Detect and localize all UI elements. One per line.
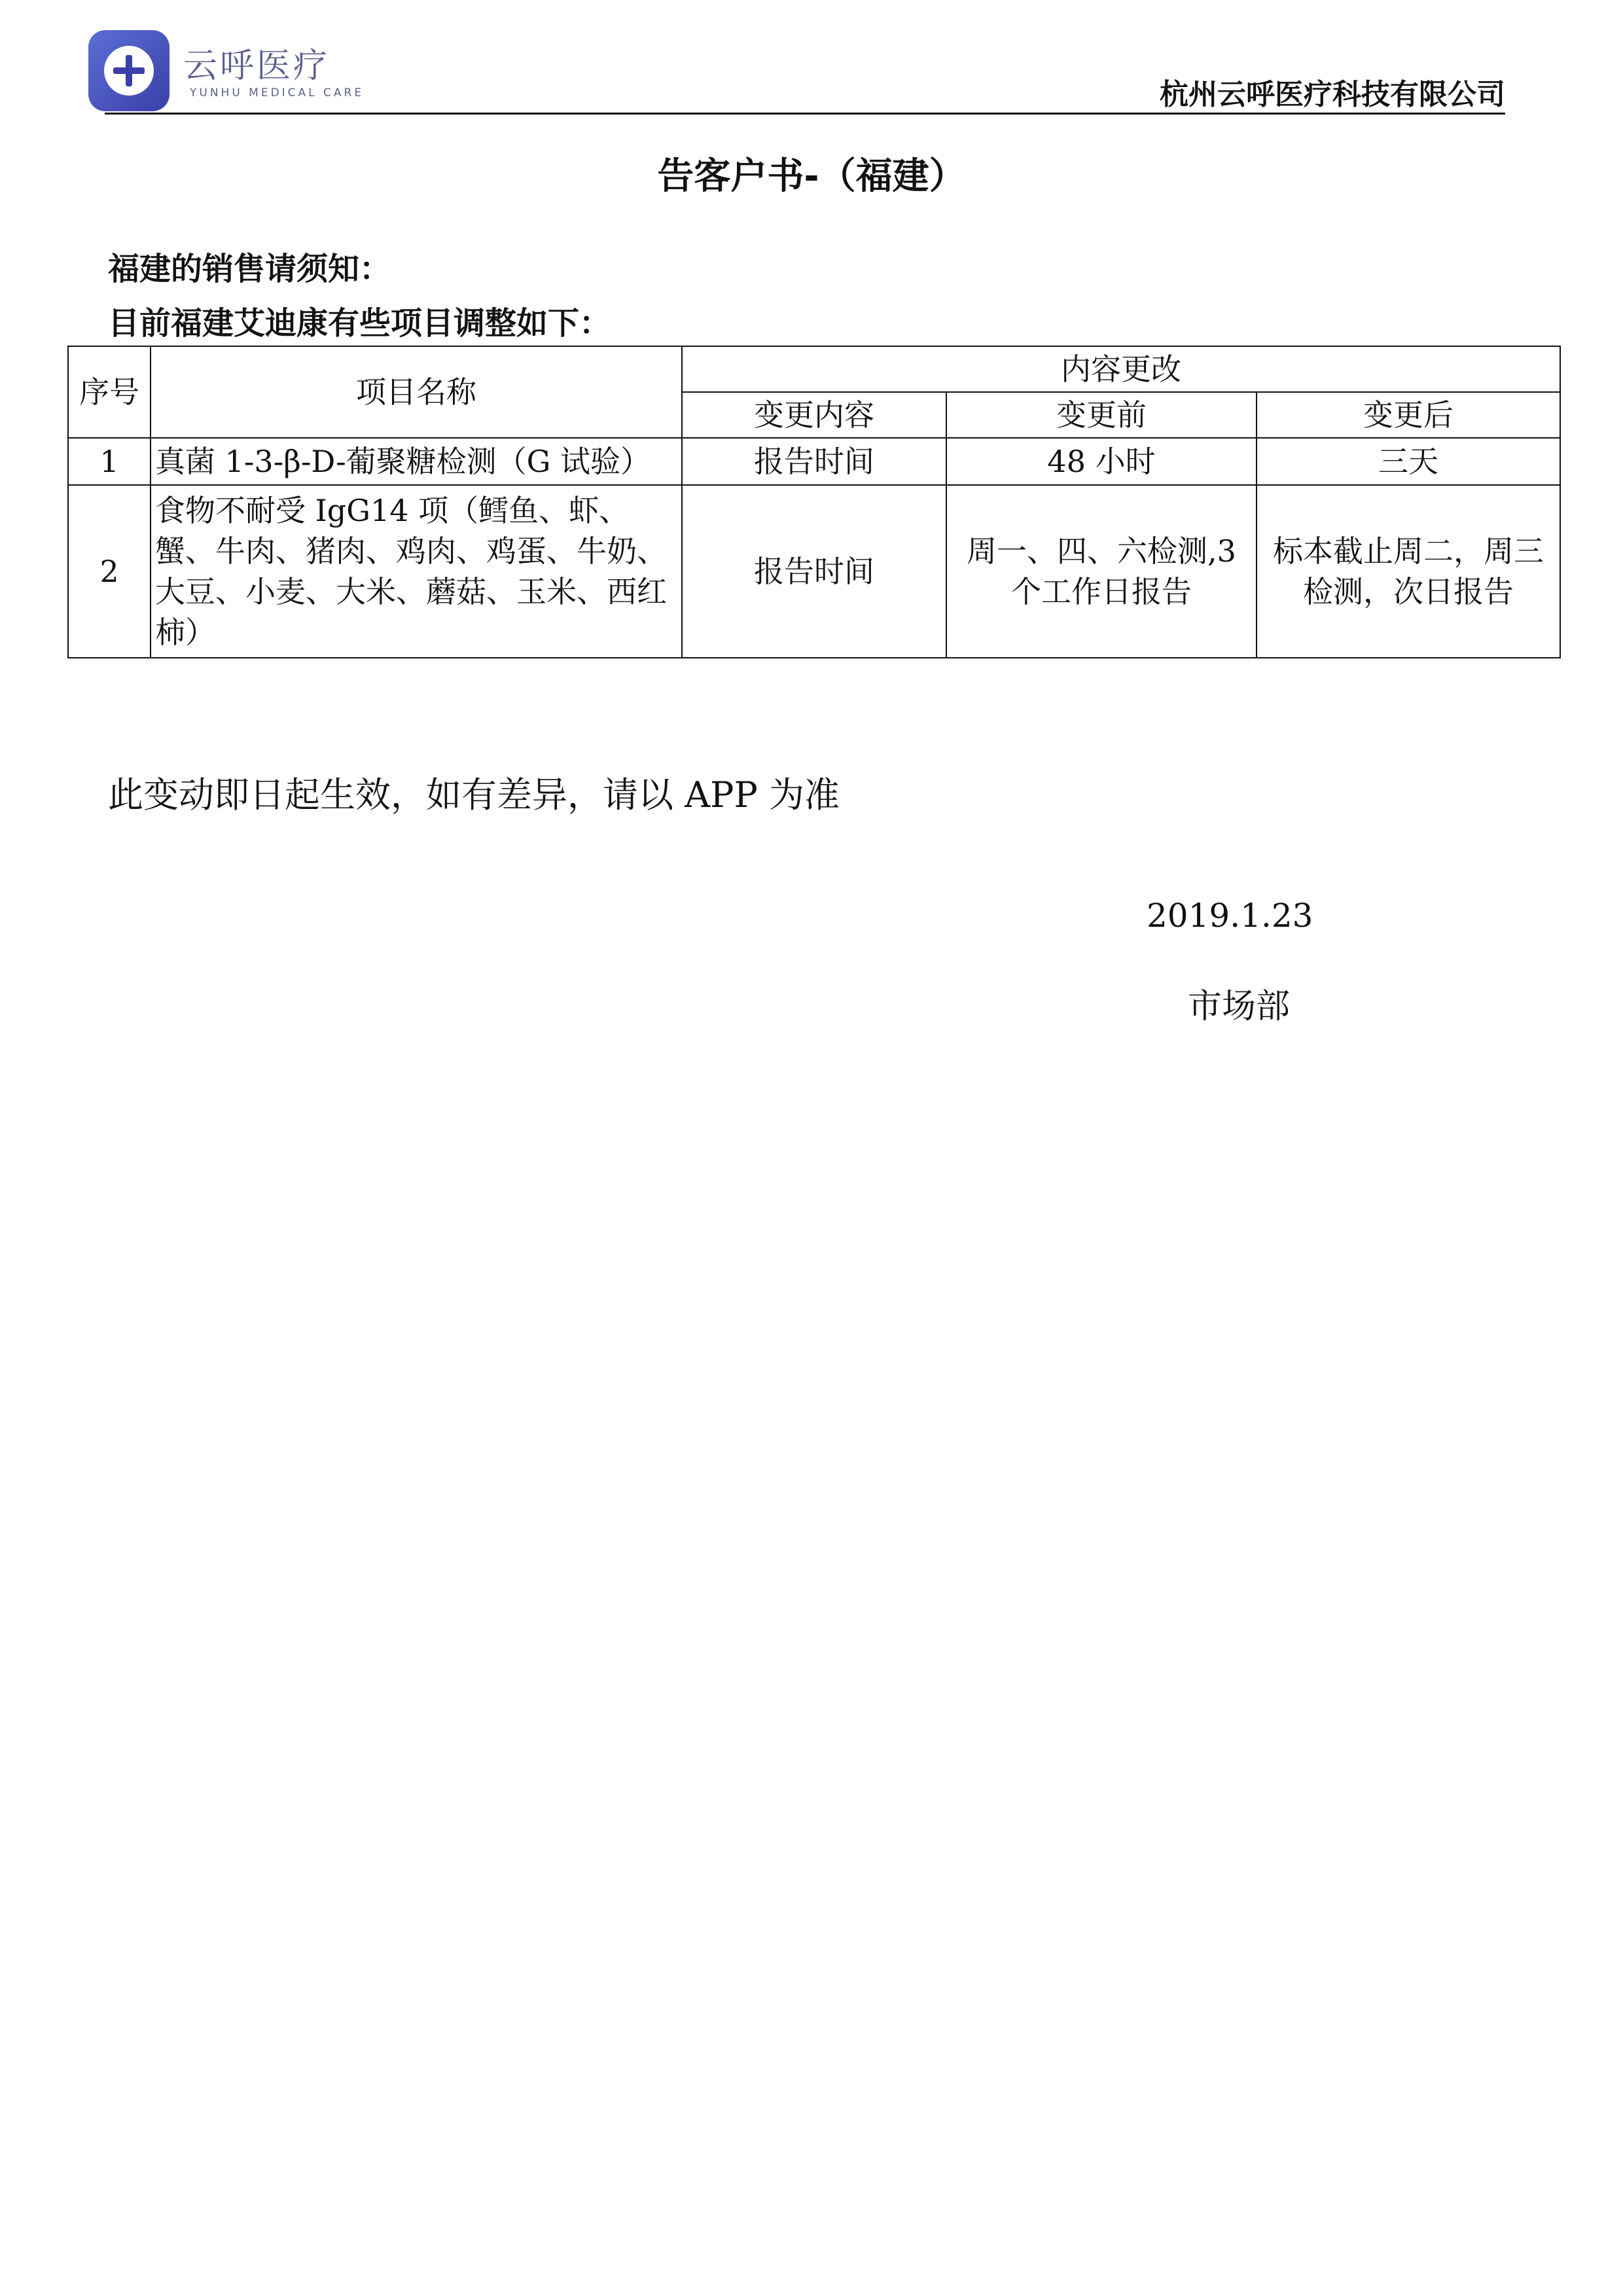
header-before: 变更前 xyxy=(946,392,1257,438)
row-before: 48 小时 xyxy=(946,438,1257,485)
logo-subtitle: YUNHU MEDICAL CARE xyxy=(190,86,365,99)
issue-date: 2019.1.23 xyxy=(1147,897,1313,935)
header-index: 序号 xyxy=(68,346,151,438)
page-header xyxy=(85,26,1505,118)
header-divider xyxy=(105,113,1505,115)
row-index: 1 xyxy=(68,438,151,485)
notice-line-2: 目前福建艾迪康有些项目调整如下： xyxy=(108,305,611,342)
row-item-name: 食物不耐受 IgG14 项（鳕鱼、虾、蟹、牛肉、猪肉、鸡肉、鸡蛋、牛奶、大豆、小麦、大米、蘑菇、玉米、西红柿） xyxy=(151,485,682,658)
company-name: 杭州云呼医疗科技有限公司 xyxy=(1160,78,1505,111)
table-row xyxy=(68,485,1560,658)
table-row xyxy=(68,438,1560,485)
table-header-row xyxy=(68,346,1560,392)
row-index: 2 xyxy=(68,485,151,658)
department-signature: 市场部 xyxy=(1188,987,1291,1026)
effective-notice: 此变动即日起生效，如有差异，请以 APP 为准 xyxy=(108,774,840,816)
row-item-name: 真菌 1-3-β-D-葡聚糖检测（G 试验） xyxy=(151,438,682,485)
logo-icon xyxy=(88,30,169,111)
change-table xyxy=(67,346,1561,658)
page-title: 告客户书-（福建） xyxy=(657,155,966,198)
row-change: 报告时间 xyxy=(682,485,946,658)
notice-line-1: 福建的销售请须知： xyxy=(108,251,391,287)
header-change-content: 变更内容 xyxy=(682,392,946,438)
header-after: 变更后 xyxy=(1257,392,1560,438)
row-after: 标本截止周二，周三检测，次日报告 xyxy=(1257,485,1560,658)
row-change: 报告时间 xyxy=(682,438,946,485)
row-before: 周一、四、六检测,3 个工作日报告 xyxy=(946,485,1257,658)
header-content-change: 内容更改 xyxy=(682,346,1560,392)
header-item-name: 项目名称 xyxy=(151,346,682,438)
row-after: 三天 xyxy=(1257,438,1560,485)
logo-name: 云呼医疗 xyxy=(183,46,330,86)
